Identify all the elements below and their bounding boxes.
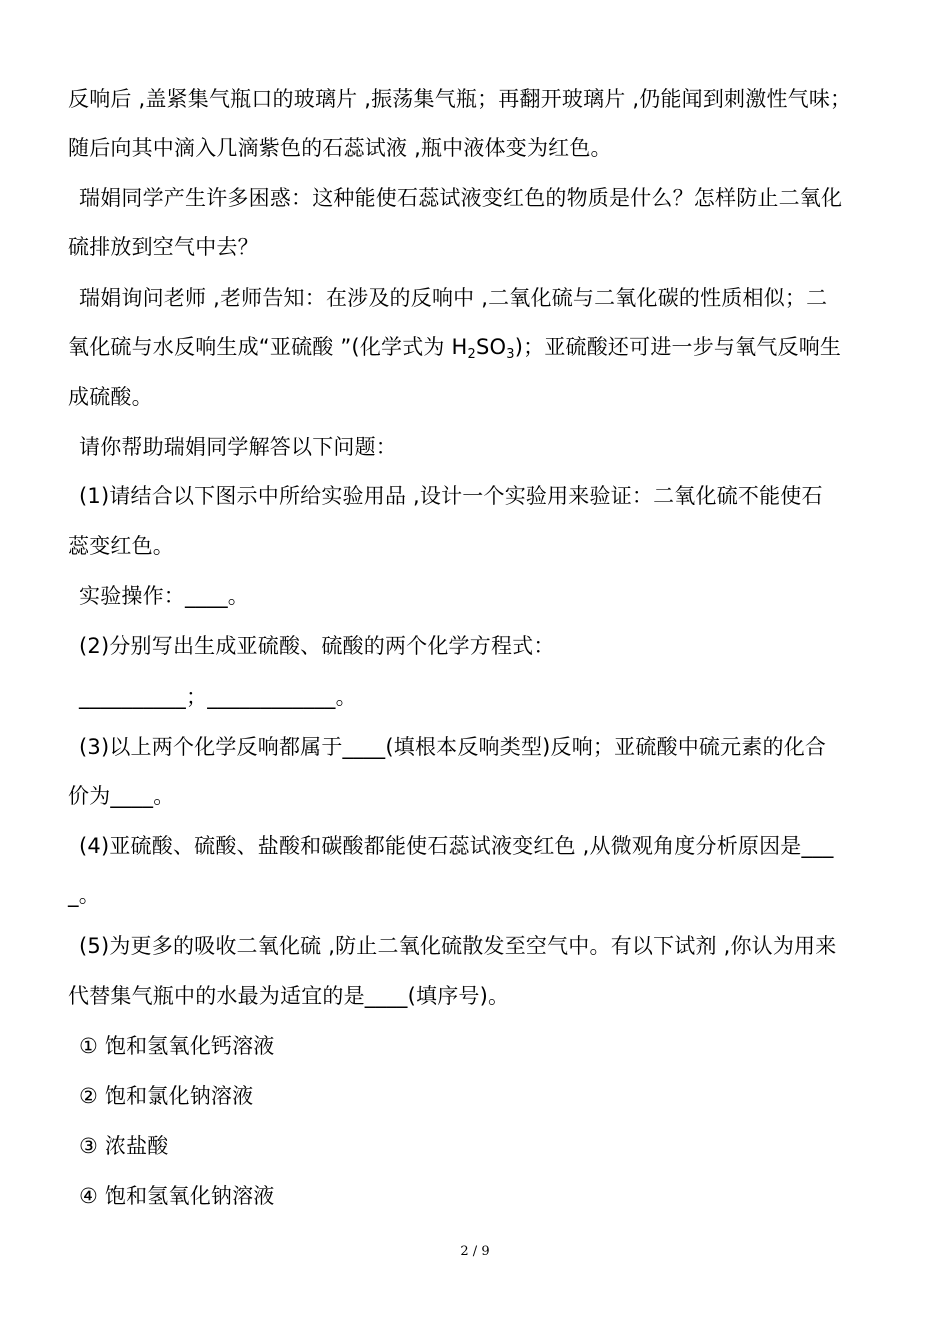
experiment-operation: 实验操作：____。 — [79, 584, 249, 608]
option-4: ④ 饱和氢氧化钠溶液 — [79, 1184, 275, 1208]
formula-rest: )；亚硫酸还可进一步与氧气反响生 — [514, 335, 842, 359]
formula-intro: 氧化硫与水反响生成“亚硫酸 ”(化学式为 H — [68, 335, 468, 359]
question-3-line-2: 价为____。 — [68, 784, 175, 808]
question-5-line-1: (5)为更多的吸收二氧化硫 ,防止二氧化硫散发至空气中。有以下试剂 ,你认为用来 — [79, 934, 837, 958]
option-1: ① 饱和氢氧化钙溶液 — [79, 1034, 275, 1058]
formula-so: SO — [475, 335, 507, 359]
question-3-line-1: (3)以上两个化学反响都属于____(填根本反响类型)反响；亚硫酸中硫元素的化合 — [79, 735, 827, 759]
option-3: ③ 浓盐酸 — [79, 1134, 169, 1158]
text-line-2: 随后向其中滴入几滴紫色的石蕊试液 ,瓶中液体变为红色。 — [68, 136, 612, 160]
question-4-line-1: (4)亚硫酸、硫酸、盐酸和碳酸都能使石蕊试液变红色 ,从微观角度分析原因是___ — [79, 834, 834, 858]
text-line-6 — [68, 332, 898, 362]
question-2-blanks: __________；____________。 — [79, 685, 357, 709]
subscript-3: 3 — [506, 347, 515, 362]
question-5-line-2: 代替集气瓶中的水最为适宜的是____(填序号)。 — [68, 984, 510, 1008]
page-number: 2 / 9 — [460, 1244, 490, 1259]
text-line-3: 瑞娟同学产生许多困惑：这种能使石蕊试液变红色的物质是什么？怎样防止二氧化 — [79, 186, 843, 210]
text-line-5: 瑞娟询问老师 ,老师告知：在涉及的反响中 ,二氧化硫与二氧化碳的性质相似；二 — [79, 286, 828, 310]
subscript-2: 2 — [467, 347, 476, 362]
text-line-7: 成硫酸。 — [68, 385, 153, 409]
question-4-line-2: _。 — [68, 883, 100, 907]
text-line-8: 请你帮助瑞娟同学解答以下问题： — [79, 435, 397, 459]
question-2: (2)分别写出生成亚硫酸、硫酸的两个化学方程式： — [79, 634, 555, 658]
question-1-line-1: (1)请结合以下图示中所给实验用品 ,设计一个实验用来验证：二氧化硫不能使石 — [79, 484, 823, 508]
option-2: ② 饱和氯化钠溶液 — [79, 1084, 254, 1108]
question-1-line-2: 蕊变红色。 — [68, 534, 174, 558]
text-line-4: 硫排放到空气中去？ — [68, 235, 259, 259]
text-line-1: 反响后 ,盖紧集气瓶口的玻璃片 ,振荡集气瓶；再翻开玻璃片 ,仍能闻到刺激性气味； — [68, 87, 852, 111]
